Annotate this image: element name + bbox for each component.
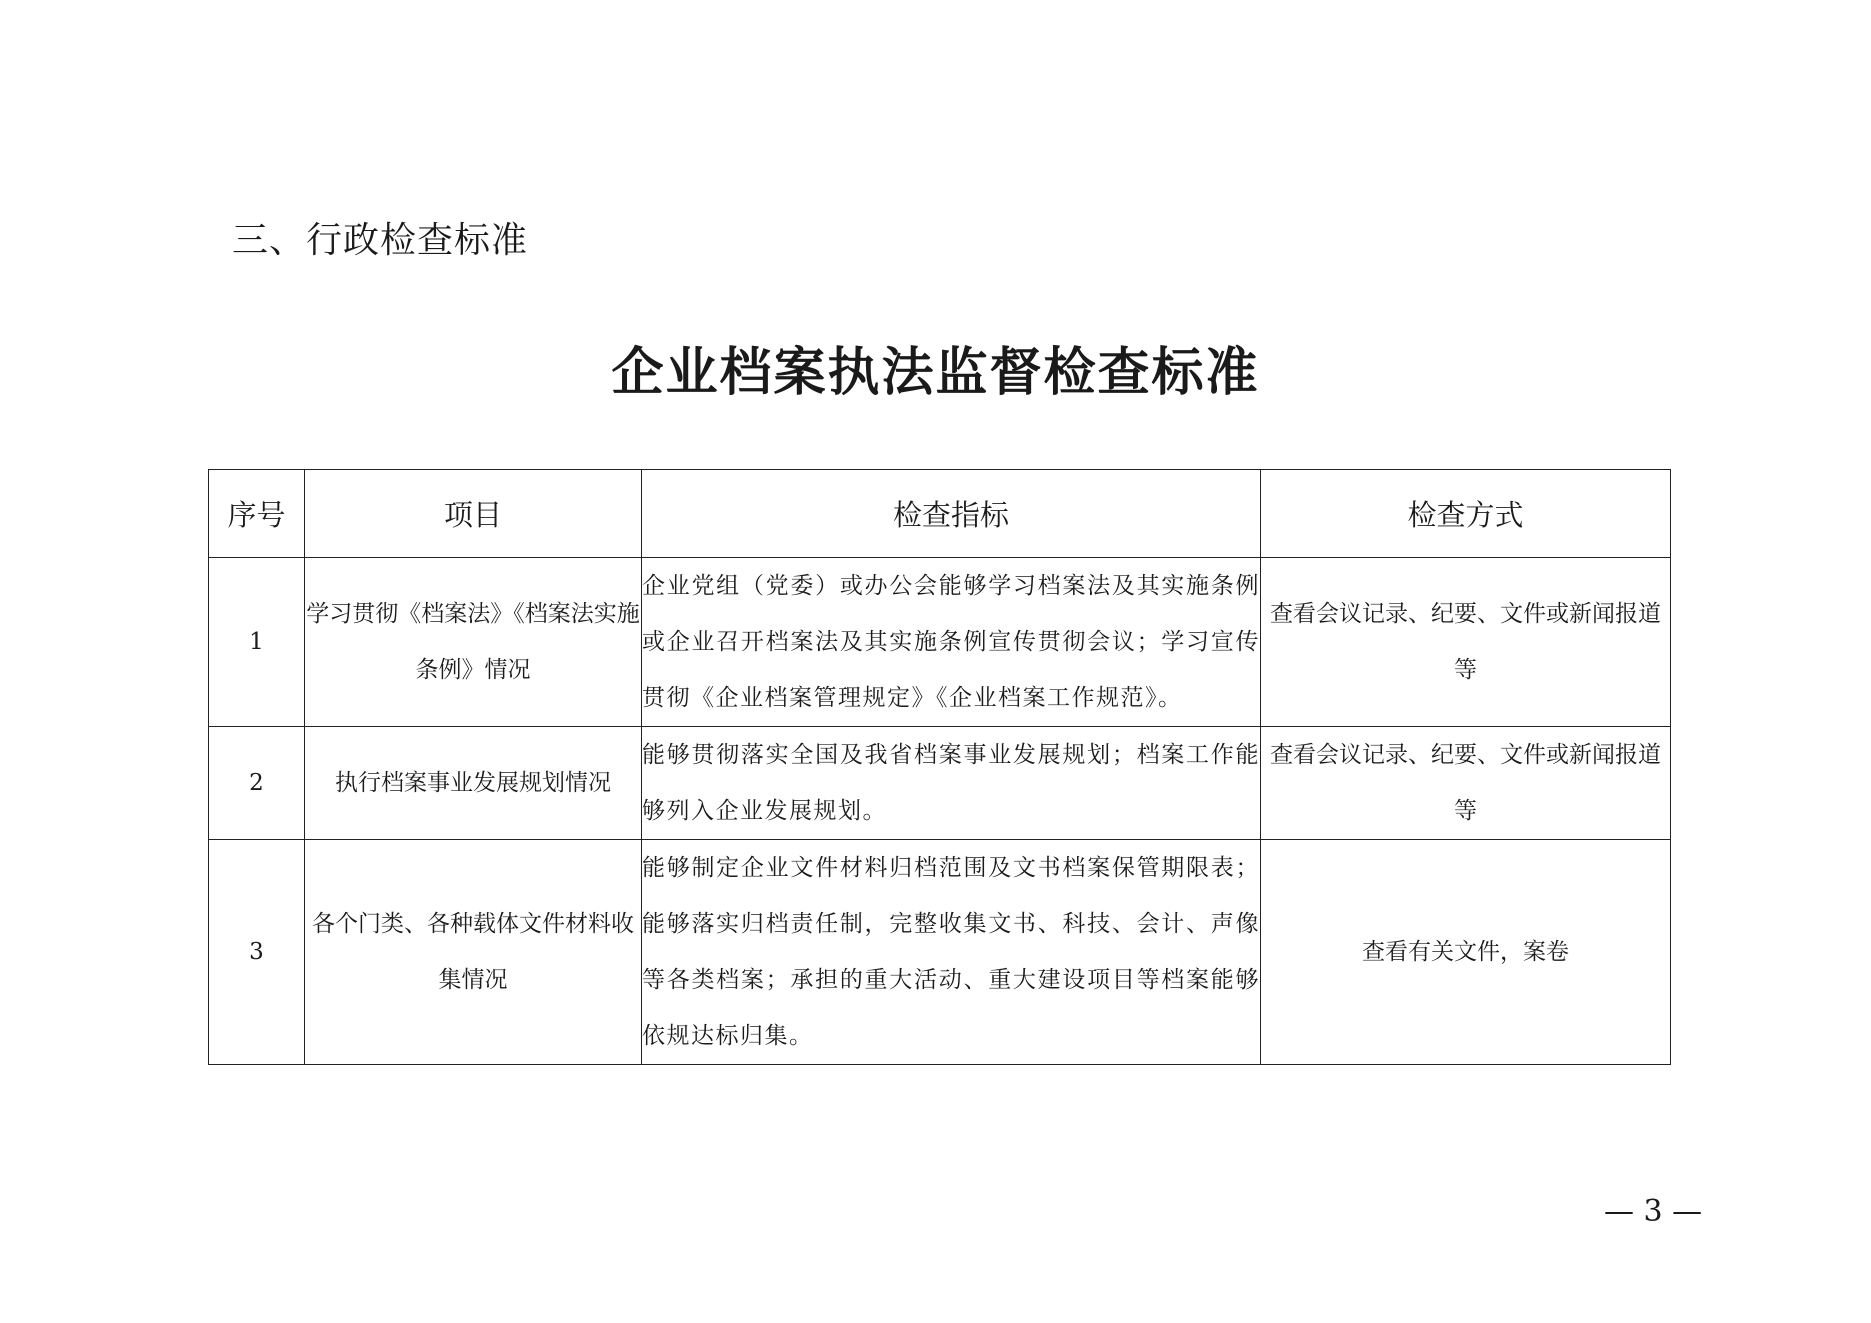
row-serial-number: 1 — [209, 558, 305, 727]
row-inspection-index: 能够制定企业文件材料归档范围及文书档案保管期限表；能够落实归档责任制，完整收集文书、科技、会计、声像等各类档案；承担的重大活动、重大建设项目等档案能够依规达标归集。 — [642, 840, 1261, 1065]
header-inspection-index: 检查指标 — [642, 470, 1261, 558]
table-row — [209, 840, 1671, 1065]
table-header-row — [209, 470, 1671, 558]
row-inspection-method: 查看会议记录、纪要、文件或新闻报道等 — [1261, 727, 1671, 840]
row-inspection-method: 查看有关文件，案卷 — [1261, 840, 1671, 1065]
document-title: 企业档案执法监督检查标准 — [611, 342, 1260, 403]
row-inspection-index: 企业党组（党委）或办公会能够学习档案法及其实施条例或企业召开档案法及其实施条例宣传贯彻会议；学习宣传贯彻《企业档案管理规定》《企业档案工作规范》。 — [642, 558, 1261, 727]
row-serial-number: 3 — [209, 840, 305, 1065]
inspection-standards-table — [208, 469, 1671, 1065]
page-number: — 3 — — [1604, 1194, 1703, 1229]
table-row — [209, 558, 1671, 727]
header-inspection-method: 检查方式 — [1261, 470, 1671, 558]
row-serial-number: 2 — [209, 727, 305, 840]
row-inspection-index: 能够贯彻落实全国及我省档案事业发展规划；档案工作能够列入企业发展规划。 — [642, 727, 1261, 840]
row-item: 执行档案事业发展规划情况 — [305, 727, 642, 840]
row-item: 各个门类、各种载体文件材料收集情况 — [305, 840, 642, 1065]
table-row — [209, 727, 1671, 840]
row-inspection-method: 查看会议记录、纪要、文件或新闻报道等 — [1261, 558, 1671, 727]
row-item: 学习贯彻《档案法》《档案法实施条例》情况 — [305, 558, 642, 727]
section-heading: 三、行政检查标准 — [232, 220, 529, 261]
header-item: 项目 — [305, 470, 642, 558]
header-serial-number: 序号 — [209, 470, 305, 558]
